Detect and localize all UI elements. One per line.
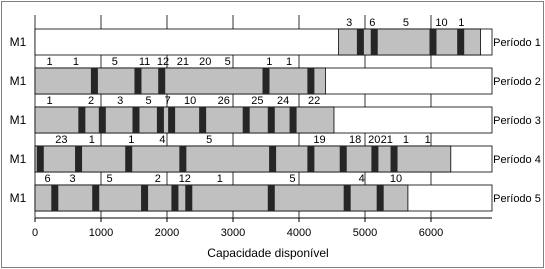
product-label: 2 [88,95,95,107]
product-label: 22 [308,95,321,107]
product-label: 5 [224,56,231,68]
product-label: 20 [368,134,381,146]
product-label: 5 [289,173,296,185]
setup-marker [307,146,314,172]
product-label: 3 [346,17,353,29]
setup-marker [99,107,106,133]
product-label: 1 [286,56,293,68]
product-label: 1 [46,95,53,107]
period-label: Período 1 [493,37,541,49]
product-label: 6 [44,173,51,185]
setup-marker [371,146,378,172]
product-label: 5 [111,56,118,68]
product-label: 1 [216,173,223,185]
setup-marker [185,185,192,211]
setup-marker [141,185,148,211]
machine-label: M1 [9,74,27,88]
setup-marker [132,107,139,133]
product-label: 5 [206,134,213,146]
product-label: 3 [69,173,76,185]
product-label: 4 [358,173,365,185]
setup-marker [134,68,141,94]
product-label: 10 [435,17,448,29]
product-label: 12 [156,56,170,68]
setup-marker [391,146,398,172]
period-label: Período 5 [493,193,541,205]
used-segment [35,185,408,211]
product-label: 21 [380,134,393,146]
product-label: 20 [199,56,212,68]
setup-marker [457,29,464,55]
x-tick-label: 0 [31,227,39,239]
period-label: Período 2 [493,76,541,88]
used-segment [35,68,325,94]
product-label: 1 [46,56,53,68]
product-label: 5 [402,17,409,29]
product-label: 11 [138,56,151,68]
product-label: 10 [183,95,197,107]
setup-marker [78,107,85,133]
product-label: 1 [402,134,409,146]
setup-marker [92,185,99,211]
setup-marker [37,146,44,172]
setup-marker [371,29,378,55]
product-label: 1 [458,17,465,29]
product-label: 10 [389,173,403,185]
setup-marker [357,29,364,55]
setup-marker [179,146,186,172]
product-label: 26 [217,95,230,107]
setup-marker [157,107,164,133]
used-segment [35,146,451,172]
product-label: 3 [117,95,124,107]
period-label: Período 4 [493,154,541,166]
product-label: 25 [251,95,264,107]
product-label: 1 [266,56,273,68]
setup-marker [199,107,206,133]
machine-label: M1 [9,152,27,166]
product-label: 1 [424,134,431,146]
x-tick-label: 5000 [352,227,378,239]
x-tick-label: 4000 [286,227,312,239]
x-tick-label: 2000 [154,227,180,239]
x-tick-label: 1000 [88,227,114,239]
setup-marker [125,146,132,172]
product-label: 1 [72,56,79,68]
setup-marker [340,146,347,172]
setup-marker [243,107,250,133]
x-tick-label: 3000 [220,227,246,239]
setup-marker [75,146,82,172]
setup-marker [269,146,276,172]
x-axis-title: Capacidade disponível [207,246,329,260]
machine-label: M1 [9,191,27,205]
product-label: 18 [348,134,362,146]
setup-marker [171,185,178,211]
setup-marker [91,68,98,94]
product-label: 12 [178,173,191,185]
setup-marker [290,107,297,133]
product-label: 19 [313,134,326,146]
setup-marker [344,185,351,211]
product-label: 23 [55,134,68,146]
period-label: Período 3 [493,115,541,127]
machine-label: M1 [9,35,27,49]
setup-marker [168,107,175,133]
product-label: 1 [128,134,135,146]
product-label: 6 [369,17,376,29]
setup-marker [263,68,270,94]
setup-marker [429,29,436,55]
product-label: 5 [145,95,152,107]
setup-marker [268,107,275,133]
setup-marker [377,185,384,211]
product-label: 1 [88,134,95,146]
setup-marker [51,185,58,211]
product-label: 2 [154,173,161,185]
setup-marker [307,68,314,94]
setup-marker [268,185,275,211]
product-label: 5 [106,173,113,185]
product-label: 24 [277,95,290,107]
setup-marker [158,68,165,94]
product-label: 7 [164,95,171,107]
product-label: 4 [159,134,166,146]
machine-label: M1 [9,113,27,127]
product-label: 21 [176,56,189,68]
x-tick-label: 6000 [418,227,444,239]
